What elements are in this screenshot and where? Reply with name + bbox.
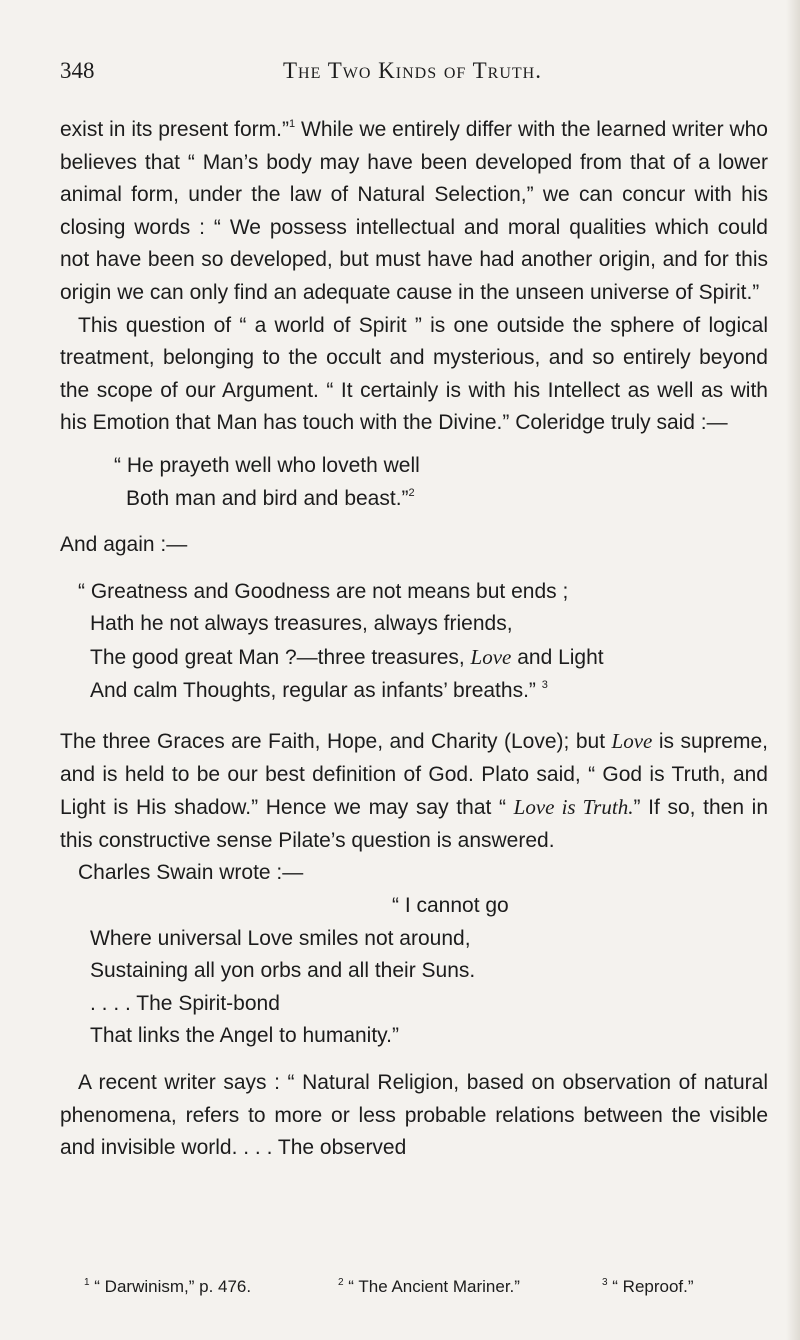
verse-2-line-2-text: Hath he not always treasures, always friends, [90, 612, 513, 636]
verse-coleridge [60, 450, 768, 515]
paragraph-6-text: A recent writer says : “ Natural Religion, based on observation of natural phenomena, refers to more or less probable relations between the visible and invisible world. . . . The observed [60, 1071, 768, 1160]
verse-3-line-4 [78, 988, 768, 1021]
paragraph-4-text-a: The three Graces are Faith, Hope, and Charity (Love); but [60, 730, 612, 754]
verse-2-line-1 [78, 576, 768, 609]
footnote-3-text: “ Reproof.” [607, 1277, 694, 1296]
verse-3-line-2 [78, 923, 768, 956]
verse-2-line-4-text: And calm Thoughts, regular as infants’ breaths.” [90, 678, 536, 702]
paragraph-2 [60, 310, 768, 440]
verse-1-line-1-text: “ He prayeth well who loveth well [114, 453, 420, 477]
verse-2-line-4 [78, 675, 768, 708]
paragraph-4-text-e: ” If so, then in this constructive sense Pilate’s question is answered. [60, 796, 769, 852]
verse-greatness [60, 576, 768, 707]
verse-2-line-1-text: “ Greatness and Goodness are not means but ends ; [78, 579, 569, 603]
verse-1-line-2 [114, 483, 768, 516]
footnote-1 [84, 1276, 251, 1298]
footnote-ref-2: 2 [408, 486, 415, 499]
verse-3-line-1 [78, 890, 768, 923]
footnote-2-mark: 2 [338, 1277, 344, 1288]
footnote-3 [602, 1276, 694, 1298]
footnote-2 [338, 1276, 520, 1298]
verse-2-line-3-text-a: The good great Man ?—three treasures, [90, 645, 471, 669]
verse-3-line-4-text: . . . . The Spirit-bond [90, 991, 280, 1015]
verse-3-line-5-text: That links the Angel to humanity.” [90, 1024, 399, 1048]
paragraph-6 [60, 1067, 768, 1165]
footnote-1-text: “ Darwinism,” p. 476. [89, 1277, 252, 1296]
verse-3-line-3 [78, 955, 768, 988]
paragraph-4 [60, 725, 768, 857]
paragraph-3-text: And again :— [60, 533, 188, 557]
footnote-1-mark: 1 [84, 1277, 90, 1288]
footnote-3-mark: 3 [602, 1277, 608, 1288]
body-text [60, 114, 768, 1165]
verse-2-line-3-italic: Love [470, 644, 512, 669]
verse-2-line-3 [78, 641, 768, 675]
running-head: The Two Kinds of Truth. [282, 58, 542, 83]
verse-3-line-3-text: Sustaining all yon orbs and all their Suns. [90, 959, 476, 983]
paragraph-5-text: Charles Swain wrote :— [78, 861, 304, 885]
footnote-ref-3: 3 [541, 678, 548, 691]
paragraph-1-text-a: exist in its present form.” [60, 118, 289, 141]
verse-3-line-5 [78, 1020, 768, 1053]
verse-3-line-2-text: Where universal Love smiles not around, [90, 926, 471, 950]
verse-1-line-1 [114, 450, 768, 483]
paragraph-2-text: This question of “ a world of Spirit ” is one outside the sphere of logical treatment, belonging to the occult and mysterious, and so entirely beyond the scope of our Argument. “ It certainly is with his Intellect as well as with his Emotion that Man has touch with the Divine.” Coleridge truly said :— [60, 313, 768, 435]
verse-swain [60, 890, 768, 1053]
page-header [60, 58, 765, 92]
paragraph-1 [60, 114, 768, 310]
verse-2-line-3-text-c: and Light [511, 645, 604, 669]
paragraph-4-text-c: is supreme, and is held to be our best definition of God. Plato said, “ God is Truth, and Light is His shadow.” Hence we may say that “ [60, 730, 768, 820]
footnote-ref-1: 1 [288, 118, 296, 130]
paragraph-5 [60, 857, 768, 890]
paragraph-4-italic-love: Love [611, 729, 653, 754]
verse-3-line-1-text: “ I cannot go [392, 894, 509, 918]
paragraph-3 [60, 529, 768, 562]
paragraph-1-text-b: While we entirely differ with the learned writer who believes that “ Man’s body may have been developed from that of a lower animal form, under the law of Natural Selection,” we can concur with his closing words : “ We possess intellectual and moral qualities which could not have been so developed, but must have had another origin, and for this origin we can only find an adequate cause in the unseen universe of Spirit.” [60, 118, 768, 304]
verse-2-line-2 [78, 608, 768, 641]
verse-1-line-2-text: Both man and bird and beast.” [126, 486, 409, 510]
page-number: 348 [60, 58, 95, 83]
paragraph-4-italic-love-is-truth: Love is Truth. [513, 795, 634, 820]
footnote-2-text: “ The Ancient Mariner.” [343, 1277, 520, 1296]
